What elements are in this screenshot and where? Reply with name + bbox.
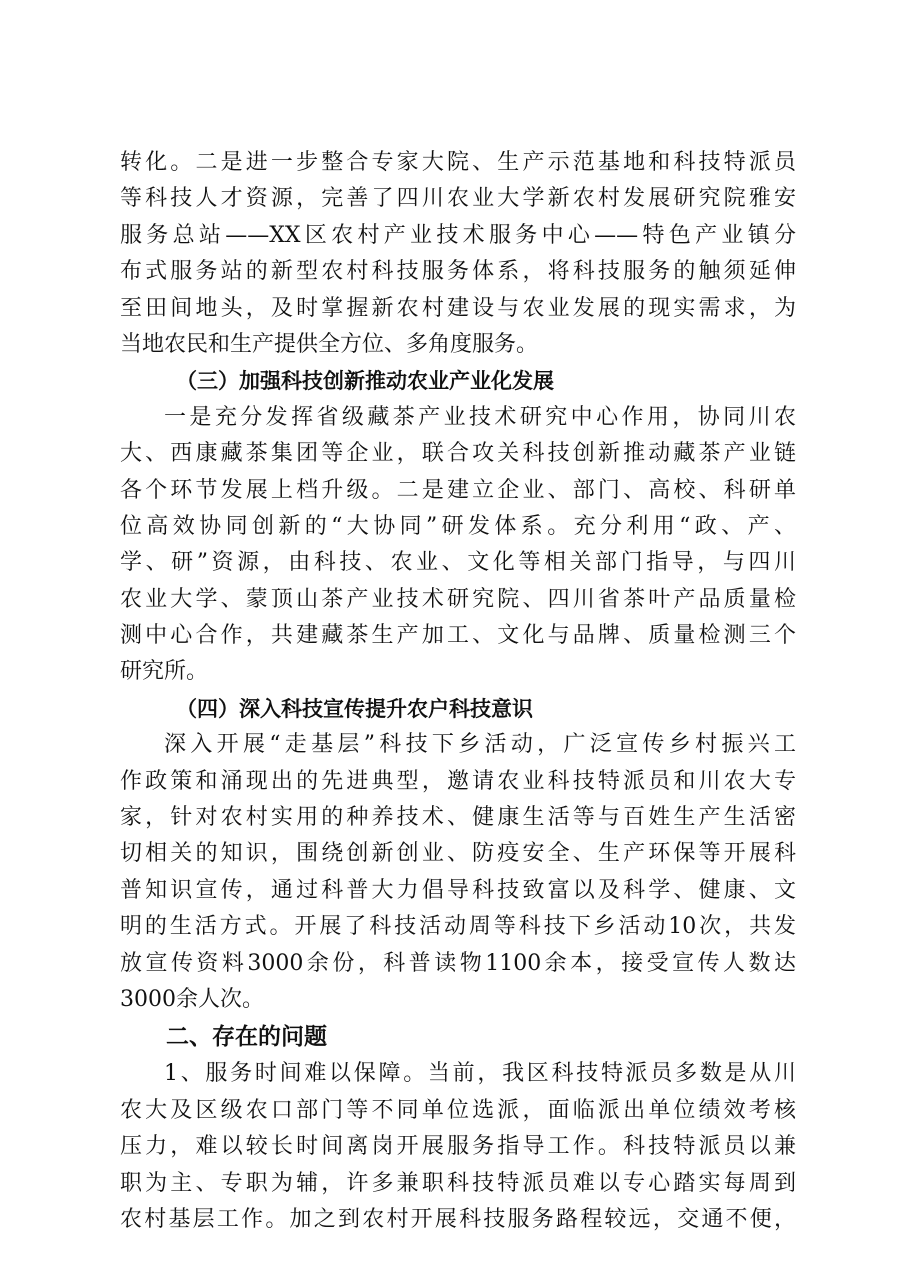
text-line: 至田间地头，及时掌握新农村建设与农业发展的现实需求，为 bbox=[120, 295, 796, 321]
section-heading-2: 二、存在的问题 bbox=[166, 1024, 327, 1051]
text-line: 作政策和涌现出的先进典型，邀请农业科技特派员和川农大专 bbox=[120, 768, 796, 794]
text-line: 压力，难以较长时间离岗开展服务指导工作。科技特派员以兼 bbox=[120, 1134, 796, 1160]
text-line: 深入开展“走基层”科技下乡活动，广泛宣传乡村振兴工 bbox=[164, 732, 796, 758]
text-line: 大、西康藏茶集团等企业，联合攻关科技创新推动藏茶产业链 bbox=[120, 441, 796, 467]
text-line: 3000余人次。 bbox=[120, 986, 264, 1012]
text-line: 农大及区级农口部门等不同单位选派，面临派出单位绩效考核 bbox=[120, 1097, 796, 1123]
text-line: 职为主、专职为辅，许多兼职科技特派员难以专心踏实每周到 bbox=[120, 1170, 796, 1196]
text-line: 1、服务时间难以保障。当前，我区科技特派员多数是从川 bbox=[164, 1061, 796, 1087]
text-line: 转化。二是进一步整合专家大院、生产示范基地和科技特派员 bbox=[120, 150, 796, 175]
text-line: 研究所。 bbox=[120, 659, 209, 685]
document-page bbox=[120, 145, 796, 1238]
paragraph-4 bbox=[120, 1056, 796, 1238]
paragraph-3 bbox=[120, 727, 796, 1018]
text-line: 家，针对农村实用的种养技术、健康生活等与百姓生产生活密 bbox=[120, 805, 796, 831]
text-line: 农村基层工作。加之到农村开展科技服务路程较远，交通不便， bbox=[120, 1206, 796, 1232]
text-line: 一是充分发挥省级藏茶产业技术研究中心作用，协同川农 bbox=[164, 404, 796, 430]
subsection-heading-4: （四）深入科技宣传提升农户科技意识 bbox=[176, 695, 533, 721]
text-line: 切相关的知识，围绕创新创业、防疫安全、生产环保等开展科 bbox=[120, 841, 796, 867]
text-line: 农业大学、蒙顶山茶产业技术研究院、四川省茶叶产品质量检 bbox=[120, 586, 796, 612]
text-line: 普知识宣传，通过科普大力倡导科技致富以及科学、健康、文 bbox=[120, 877, 796, 903]
paragraph-1 bbox=[120, 145, 796, 363]
text-line: 服务总站——XX区农村产业技术服务中心——特色产业镇分 bbox=[120, 222, 796, 248]
text-line: 等科技人才资源，完善了四川农业大学新农村发展研究院雅安 bbox=[120, 186, 796, 212]
subsection-heading-3: （三）加强科技创新推动农业产业化发展 bbox=[176, 368, 554, 394]
text-line: 当地农民和生产提供全方位、多角度服务。 bbox=[120, 331, 539, 357]
text-line: 明的生活方式。开展了科技活动周等科技下乡活动10次，共发 bbox=[120, 914, 796, 940]
text-line: 布式服务站的新型农村科技服务体系，将科技服务的触须延伸 bbox=[120, 259, 796, 285]
text-line: 各个环节发展上档升级。二是建立企业、部门、高校、科研单 bbox=[120, 477, 796, 503]
text-line: 测中心合作，共建藏茶生产加工、文化与品牌、质量检测三个 bbox=[120, 623, 796, 649]
text-line: 放宣传资料3000余份，科普读物1100余本，接受宣传人数达 bbox=[120, 950, 796, 976]
text-line: 学、研”资源，由科技、农业、文化等相关部门指导，与四川 bbox=[120, 550, 796, 576]
paragraph-2 bbox=[120, 400, 796, 691]
text-line: 位高效协同创新的“大协同”研发体系。充分利用“政、产、 bbox=[120, 513, 796, 539]
